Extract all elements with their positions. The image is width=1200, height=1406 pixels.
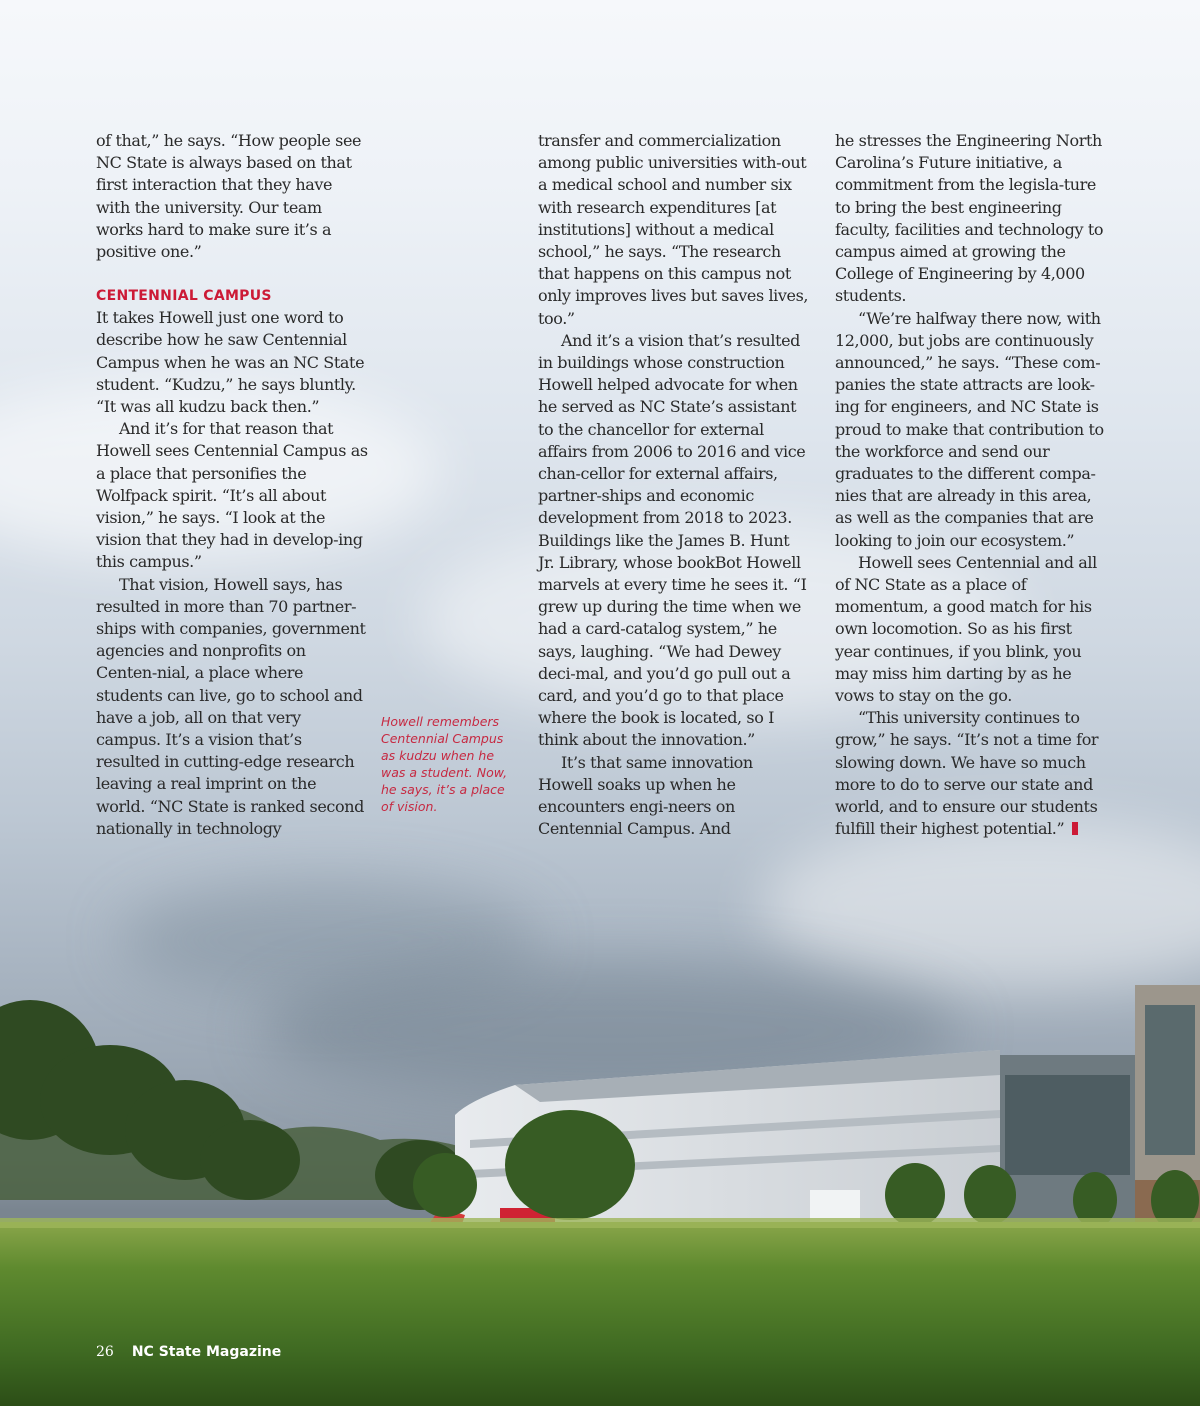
article-column-3 [835, 130, 1110, 841]
grass-field [0, 1222, 1200, 1406]
final-paragraph [835, 707, 1110, 840]
end-mark [1072, 822, 1078, 835]
paragraph: It takes Howell just one word to describe how he saw Centennial Campus when he was an NC State student. “Kudzu,” he says bluntly. “It was all kudzu back then.” [96, 308, 365, 417]
paragraph: transfer and commercialization among public universities with-out a medical school and number six with research expenditures [at institutions] without a medical school,” he says. “The research that happens on this campus not only improves lives but saves lives, too.” [538, 131, 809, 328]
paragraph: That vision, Howell says, has resulted in more than 70 partner-ships with companies, government agencies and nonprofits on Centen-nial, a place where students can live, go to school and have a job, all on that very campus. It’s a vision that’s resulted in cutting-edge research leaving a real imprint on the world. “NC State is ranked second nationally in technology [96, 574, 366, 838]
paragraph: Howell sees Centennial and all of NC State as a place of momentum, a good match for his own locomotion. So as his first year continues, if you blink, you may miss him darting by as he vows to stay on the go. [835, 552, 1097, 706]
page-footer [96, 1344, 281, 1360]
article-column-2 [538, 130, 810, 841]
photo-caption: Howell remembers Centennial Campus as kudzu when he was a student. Now, he says, it’s a place of vision. [381, 714, 508, 814]
page-number: 26 [96, 1344, 114, 1360]
tree [885, 1163, 945, 1227]
article-column-1 [96, 130, 368, 840]
section-heading: CENTENNIAL CAMPUS [96, 288, 272, 305]
paragraph-text: “This university continues to grow,” he says. “It’s not a time for slowing down. We have so much more to do to serve our state and world, and to ensure our students fulfill their highest potential.” [835, 708, 1099, 839]
paragraph: And it’s for that reason that Howell sees Centennial Campus as a place that personifies the Wolfpack spirit. “It’s all about vision,” he says. “I look at the vision that they had in develop-ing this campus.” [96, 419, 368, 572]
tree [413, 1153, 477, 1217]
paragraph: It’s that same innovation Howell soaks up when he encounters engi-neers on Centennial Campus. And [538, 752, 753, 839]
tree [505, 1110, 635, 1220]
paragraph: of that,” he says. “How people see NC State is always based on that first interaction that they have with the university. Our team works hard to make sure it’s a positive one.” [96, 131, 362, 262]
paragraph: “We’re halfway there now, with 12,000, but jobs are continuously announced,” he says. “These com-panies the state attracts are look-ing for engineers, and NC State is proud to make that contribution to the workforce and send our graduates to the different compa-nies that are already in this area, as well as the companies that are looking to join our ecosystem.” [835, 308, 1104, 550]
tree [964, 1165, 1016, 1225]
paragraph: And it’s a vision that’s resulted in buildings whose construction Howell helped advocate for when he served as NC State’s assistant to the chancellor for external affairs from 2006 to 2016 and vice chan-cellor for external affairs, partner-ships and economic development from 2018 to 2023. Buildings like the James B. Hunt Jr. Library, whose bookBot Howell marvels at every time he sees it. “I grew up during the time when we had a card-catalog system,” he says, laughing. “We had Dewey deci-mal, and you’d go pull out a card, and you’d go to that place where the book is located, so I think about the innovation.” [538, 330, 807, 750]
magazine-name: NC State Magazine [131, 1344, 282, 1360]
paragraph: he stresses the Engineering North Carolina’s Future initiative, a commitment from the legisla-ture to bring the best engineering faculty, facilities and technology to campus aimed at growing the College of Engineering by 4,000 students. [835, 131, 1104, 306]
